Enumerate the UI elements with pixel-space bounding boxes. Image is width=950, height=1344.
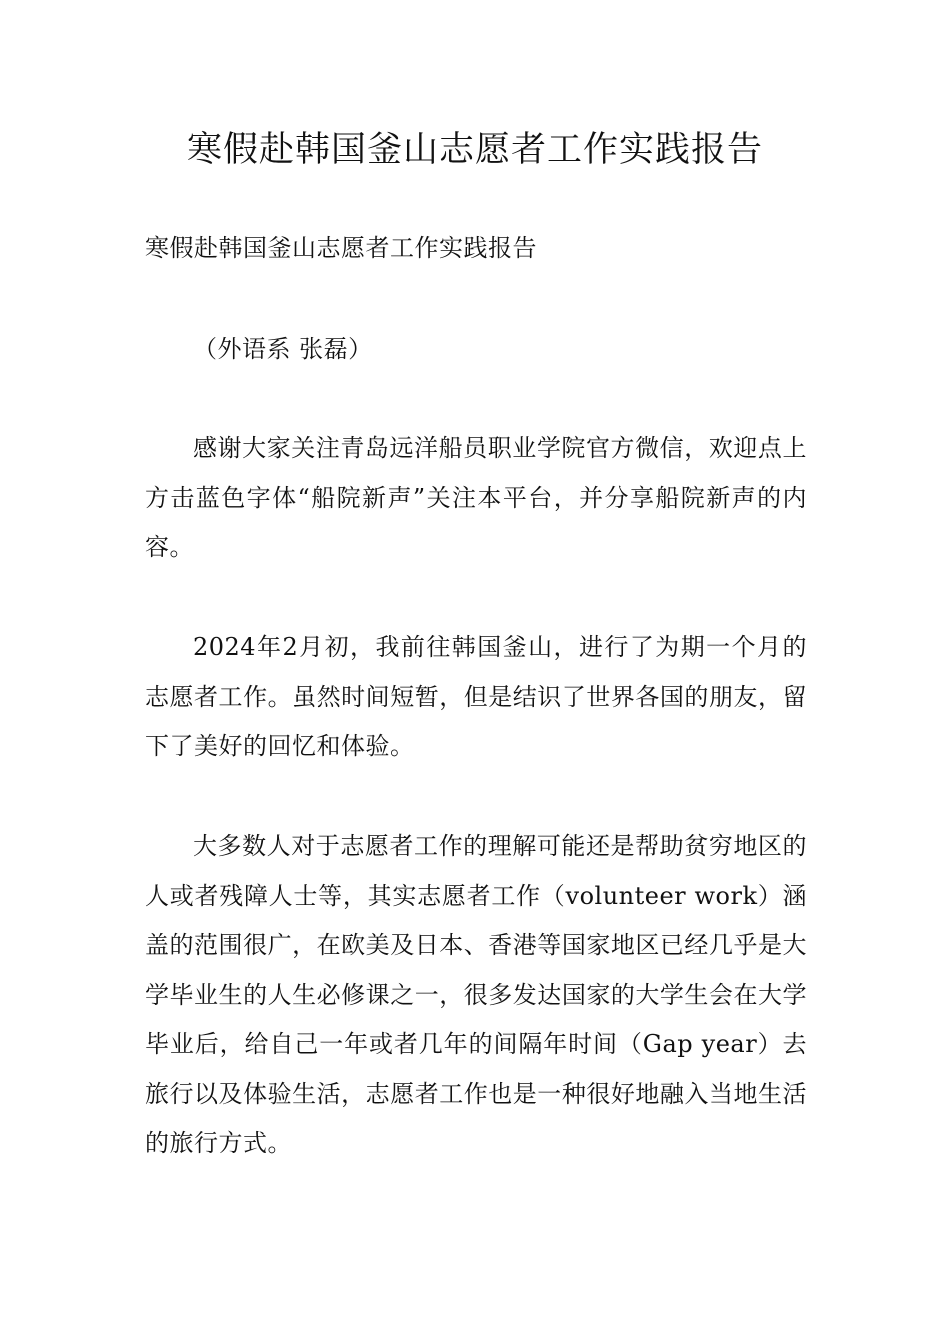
- paragraph-3: 大多数人对于志愿者工作的理解可能还是帮助贫穷地区的人或者残障人士等，其实志愿者工作（volunteer work）涵盖的范围很广，在欧美及日本、香港等国家地区已经几乎是大学毕业生的人生必修课之一，很多发达国家的大学生会在大学毕业后，给自己一年或者几年的间隔年时间（Gap year）去旅行以及体验生活，志愿者工作也是一种很好地融入当地生活的旅行方式。: [145, 832, 807, 1157]
- author-line: （外语系 张磊）: [193, 335, 373, 363]
- document-title: 寒假赴韩国釜山志愿者工作实践报告: [186, 130, 763, 170]
- paragraph-2: 2024年2月初，我前往韩国釜山，进行了为期一个月的志愿者工作。虽然时间短暂，但是结识了世界各国的朋友，留下了美好的回忆和体验。: [145, 633, 807, 760]
- paragraph-1: 感谢大家关注青岛远洋船员职业学院官方微信，欢迎点上方击蓝色字体“船院新声”关注本平台，并分享船院新声的内容。: [145, 434, 807, 561]
- document-subtitle: 寒假赴韩国釜山志愿者工作实践报告: [145, 234, 537, 262]
